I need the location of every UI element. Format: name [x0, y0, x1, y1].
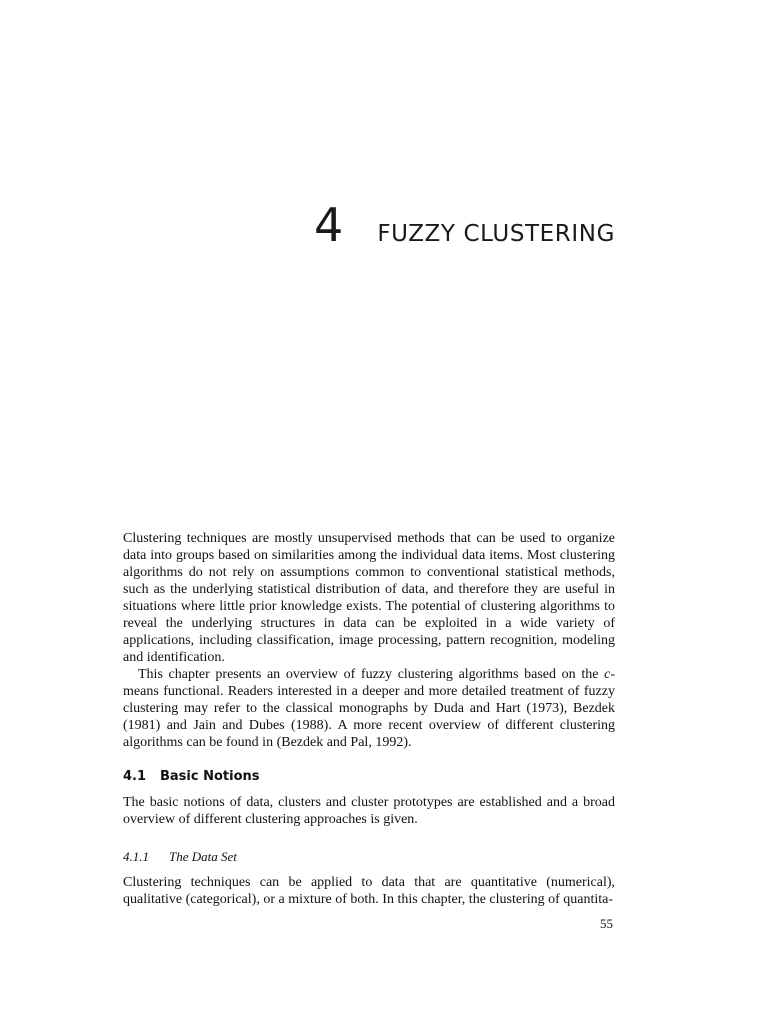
subsection-number: 4.1.1	[123, 849, 149, 864]
chapter-number: 4	[314, 198, 344, 252]
intro-paragraph-2	[123, 666, 615, 751]
basic-notions-paragraph: The basic notions of data, clusters and cluster prototypes are established and a broad overview of different clustering approaches is given.	[123, 795, 615, 827]
intro-paragraph-2-text-b: -means functional. Readers interested in a deeper and more detailed treatment of fuzzy clustering may refer to the classical monographs by Duda and Hart (1973), Bezdek (1981) and Jain and Dubes (1988). A more recent overview of different clustering algorithms can be found in (Bezdek and Pal, 1992).	[123, 667, 615, 750]
chapter-title: FUZZY CLUSTERING	[377, 221, 615, 247]
subsection-heading	[123, 848, 615, 865]
data-set-paragraph: Clustering techniques can be applied to data that are quantitative (numerical), qualitative (categorical), or a mixture of both. In this chapter, the clustering of quantita-	[123, 875, 615, 907]
c-variable: c	[604, 667, 611, 682]
chapter-heading	[314, 198, 615, 252]
section-heading	[123, 768, 615, 785]
section-number: 4.1	[123, 769, 147, 784]
intro-paragraph-2-text-a: This chapter presents an overview of fuzzy clustering algorithms based on the	[138, 667, 605, 682]
intro-paragraph-1: Clustering techniques are mostly unsupervised methods that can be used to organize data into groups based on similarities among the individual data items. Most clustering algorithms do not rely on assumptions common to conventional statistical methods, such as the underlying statistical distribution of data, and therefore they are useful in situations where little prior knowledge exists. The potential of clustering algorithms to reveal the underlying structures in data can be exploited in a wide variety of applications, including classification, image processing, pattern recognition, modeling and identification.	[123, 531, 615, 665]
subsection-title: The Data Set	[169, 849, 237, 864]
section-title: Basic Notions	[160, 769, 260, 784]
page-number: 55	[600, 916, 613, 931]
chapter-body	[123, 530, 615, 908]
